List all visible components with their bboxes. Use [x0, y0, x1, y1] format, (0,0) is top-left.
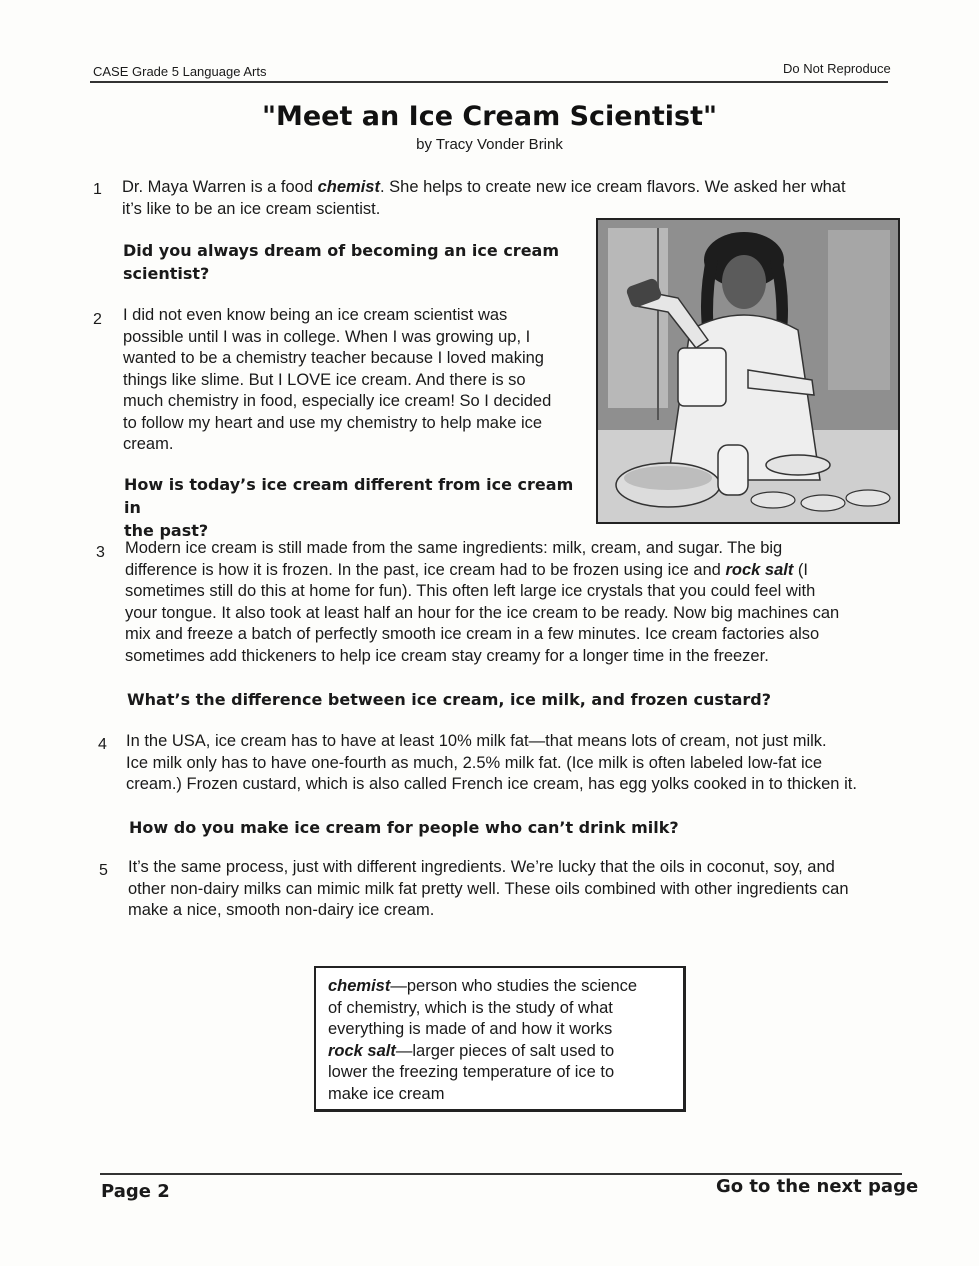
page-number: Page 2: [101, 1181, 170, 1202]
paragraph-number: 5: [99, 862, 108, 879]
interview-question-2: How is today’s ice cream different from ice cream in the past?: [124, 475, 574, 540]
paragraph-2: I did not even know being an ice cream scientist was possible until I was in college. When I was growing up, I wanted to be a chemistry teacher because I loved making things like slime. But I LOVE ice cream. And there is so much chemistry in food, especially ice cream! So I decided to follow my heart and use my chemistry to help make ice cream.: [123, 306, 552, 453]
paragraph-line: Dr. Maya Warren is a food chemist. She helps to create new ice cream flavors. We asked her what: [122, 178, 846, 196]
glossary-term-chemist: chemist: [317, 178, 380, 196]
article-title: "Meet an Ice Cream Scientist": [261, 101, 718, 132]
paragraph-number: 4: [98, 736, 107, 753]
paragraph-5: It’s the same process, just with different ingredients. We’re lucky that the oils in coconut, soy, and other non-dairy milks can mimic milk fat pretty well. These oils combined with other ingredients can make a nice, smooth non-dairy ice cream.: [128, 858, 849, 919]
paragraph-4: In the USA, ice cream has to have at least 10% milk fat—that means lots of cream, not just milk. Ice milk only has to have one-fourth as much, 2.5% milk fat. (Ice milk is often labeled low-fat ice cream.) Frozen custard, which is also called French ice cream, has egg yolks cooked in to thicken it.: [126, 732, 857, 793]
paragraph-3: Modern ice cream is still made from the same ingredients: milk, cream, and sugar. The big difference is how it is frozen. In the past, ice cream had to be frozen using ice and rock salt (I sometimes still do this at home for fun). This often left large ice crystals that you could feel with your tongue. It also took at least half an hour for the ice cream to be ready. Now big machines can mix and freeze a batch of perfectly smooth ice cream in a few minutes. Ice cream factories also sometimes add thickeners to help ice cream stay creamy for a longer time in the freezer.: [125, 539, 840, 665]
header-notice: Do Not Reproduce: [783, 61, 891, 76]
paragraph-line: it’s like to be an ice cream scientist.: [122, 199, 381, 218]
footer-rule: [100, 1173, 902, 1175]
interview-question-3: What’s the difference between ice cream, ice milk, and frozen custard?: [127, 690, 772, 709]
glossary-box: [314, 966, 686, 1112]
header-course-label: CASE Grade 5 Language Arts: [93, 64, 267, 79]
paragraph-number: 2: [93, 311, 102, 328]
paragraph-number: 1: [93, 181, 102, 198]
glossary-entry-rock-salt: rock salt—larger pieces of salt used to lower the freezing temperature of ice to make ice cream: [328, 1041, 615, 1103]
glossary-term-rock-salt: rock salt: [725, 560, 794, 579]
scientist-illustration: [596, 218, 900, 524]
glossary-entry-chemist: chemist—person who studies the science of chemistry, which is the study of what everything is made of and how it works: [328, 977, 638, 1038]
article-byline: by Tracy Vonder Brink: [416, 136, 563, 153]
header-rule: [90, 81, 888, 83]
paragraph-number: 3: [96, 544, 105, 561]
interview-question-4: How do you make ice cream for people who can’t drink milk?: [129, 818, 679, 837]
next-page-prompt: Go to the next page: [716, 1176, 919, 1197]
paragraph-1: [122, 177, 902, 220]
interview-question-1: Did you always dream of becoming an ice cream scientist?: [123, 241, 560, 283]
